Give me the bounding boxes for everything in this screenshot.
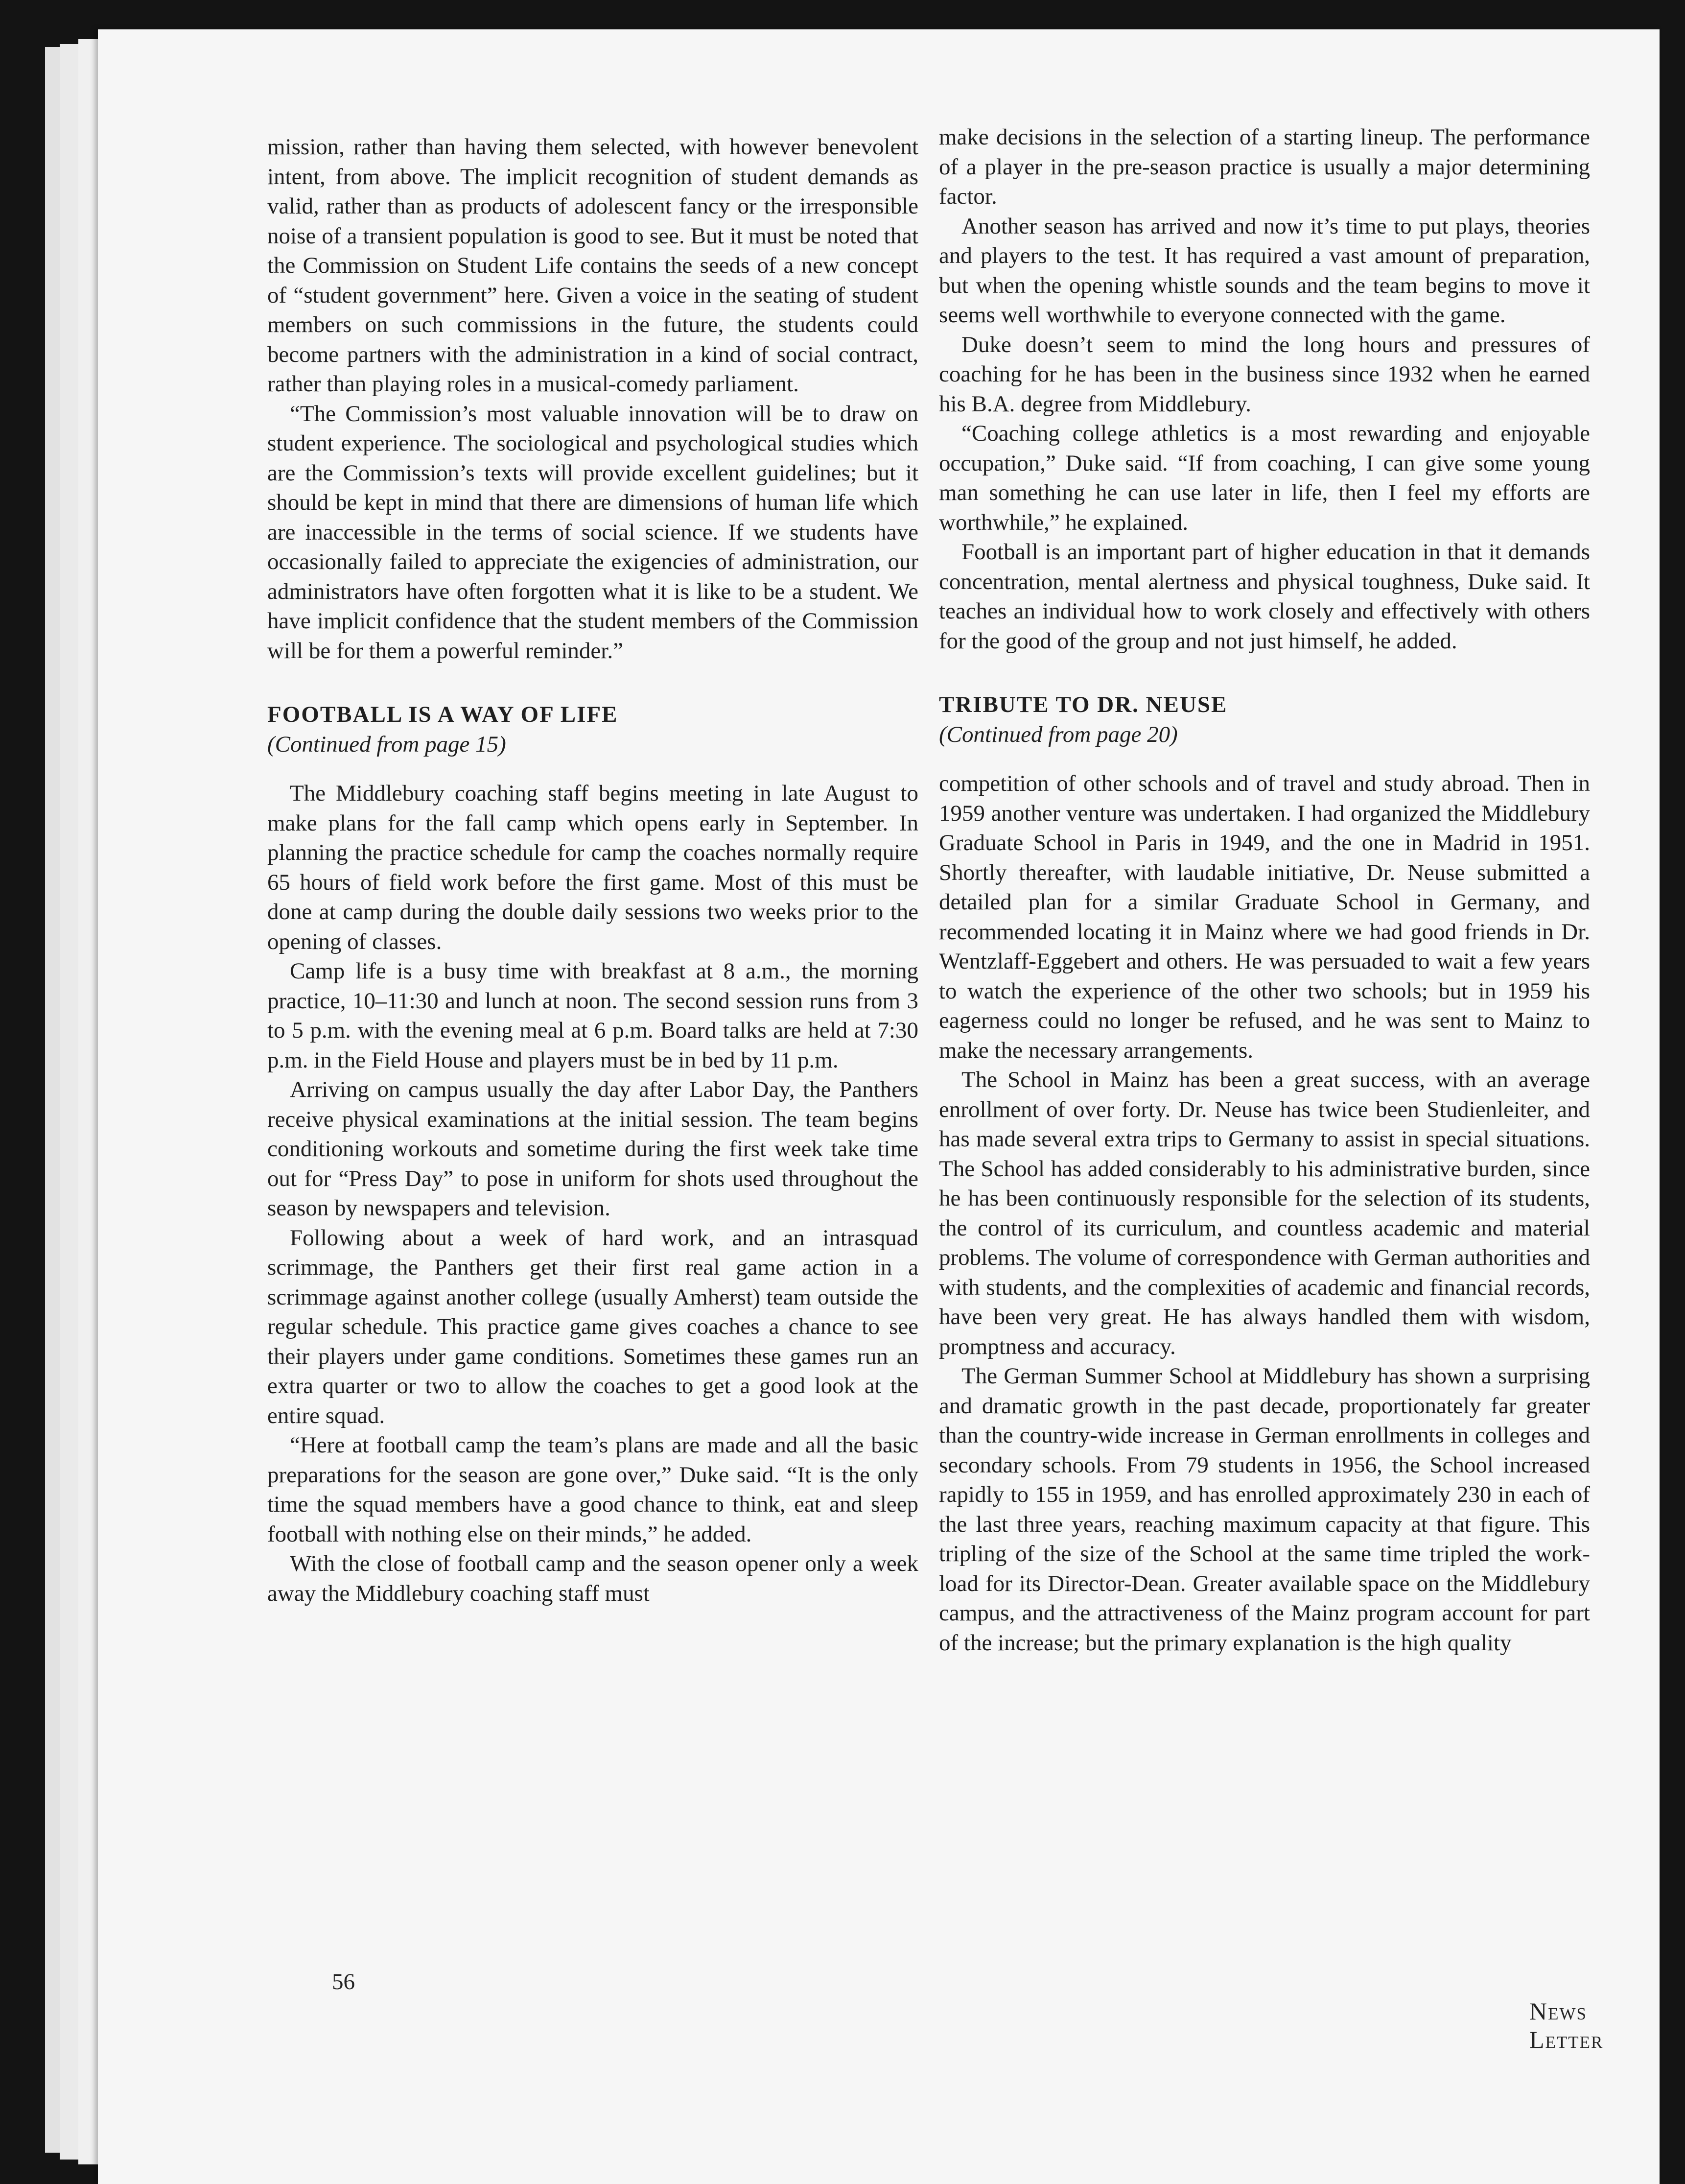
paragraph: “The Commission’s most valuable innovation will be to draw on student experience. The sociological and psychological studies which are the Commission’s texts will provide excellent guidelines; but it should be kept in mind that there are dimensions of human life which are inaccessible in the terms of social science. If we students have occasionally failed to appreciate the exigencies of administration, our administrators have often forgotten what it is like to be a student. We have implicit confidence that the student members of the Commission will be for them a powerful reminder.”	[267, 401, 918, 664]
paragraph: mission, rather than having them selected, with however benevolent intent, from above. The implicit recognition of student demands as valid, rather than as products of adolescent fancy or the irresponsible noise of a transient population is good to see. But it must be noted that the Commission on Student Life contains the seeds of a new concept of “student government” here. Given a voice in the seating of student members on such commissions in the future, the students could become partners with the administration in a kind of social contract, rather than playing roles in a musical-comedy parliament.	[267, 134, 918, 397]
right-column	[939, 122, 1590, 1658]
continued-note: (Continued from page 20)	[939, 721, 1178, 747]
section-heading-tribute: TRIBUTE TO DR. NEUSE	[939, 692, 1228, 717]
paragraph: Following about a week of hard work, and an intrasquad scrimmage, the Panthers get their first real game action in a scrimmage against another college (usually Amherst) team outside the regular schedule. This practice game gives coaches a chance to see their players under game conditions. Sometimes these games run an extra quarter or two to allow the coaches to get a good look at the entire squad.	[267, 1225, 918, 1428]
page-number: 56	[332, 1969, 355, 1994]
paragraph: The German Summer School at Middlebury has shown a surprising and dramatic growth in the past decade, proportionately far greater than the country-wide increase in German enrollments in colleges and secondary schools. From 79 students in 1956, the School increased rapidly to 155 in 1959, and has enrolled approximately 230 in each of the last three years, reaching maximum capacity at that figure. This tripling of the size of the School at the same time tripled the work-load for its Director-Dean. Greater available space on the Middlebury campus, and the attractiveness of the Mainz program account for part of the increase; but the primary explanation is the high quality	[939, 1363, 1590, 1656]
paragraph: With the close of football camp and the season opener only a week away the Middlebury coaching staff must	[267, 1551, 918, 1606]
continued-note: (Continued from page 15)	[267, 731, 506, 757]
paragraph: Football is an important part of higher education in that it demands concentration, mental alertness and physical toughness, Duke said. It teaches an individual how to work closely and effectively with others for the good of the group and not just himself, he added.	[939, 539, 1590, 654]
paragraph: “Here at football camp the team’s plans are made and all the basic preparations for the season are gone over,” Duke said. “It is the only time the squad members have a good chance to think, eat and sleep football with nothing else on their minds,” he added.	[267, 1432, 918, 1547]
paragraph: Another season has arrived and now it’s time to put plays, theories and players to the test. It has required a vast amount of preparation, but when the opening whistle sounds and the team begins to move it seems well worthwhile to everyone connected with the game.	[939, 213, 1590, 328]
paragraph: make decisions in the selection of a starting lineup. The performance of a player in the pre-season practice is usually a major determining factor.	[939, 124, 1590, 209]
paragraph: The Middlebury coaching staff begins meeting in late August to make plans for the fall camp which opens early in September. In planning the practice schedule for camp the coaches normally require 65 hours of field work before the first game. Most of this must be done at camp during the double daily sessions two weeks prior to the opening of classes.	[267, 781, 918, 954]
paragraph: Arriving on campus usually the day after Labor Day, the Panthers receive physical examinations at the initial session. The team begins conditioning workouts and sometime during the first week take time out for “Press Day” to pose in uniform for shots used throughout the season by newspapers and television.	[267, 1077, 918, 1221]
section-heading-football: FOOTBALL IS A WAY OF LIFE	[267, 702, 618, 727]
paragraph: The School in Mainz has been a great success, with an average enrollment of over forty. Dr. Neuse has twice been Studienleiter, and has made several extra trips to Germany to assist in special situations. The School has added considerably to his administrative burden, since he has been continuously responsible for the selection of its students, the control of its curriculum, and countless academic and material problems. The volume of correspondence with German authorities and with students, and the complexities of academic and financial records, have been very great. He has always handled them with wisdom, promptness and accuracy.	[939, 1067, 1590, 1359]
document-page	[98, 29, 1660, 2184]
paragraph: competition of other schools and of travel and study abroad. Then in 1959 another venture was undertaken. I had organized the Middlebury Graduate School in Paris in 1949, and the one in Madrid in 1951. Shortly thereafter, with laudable initiative, Dr. Neuse submitted a detailed plan for a similar Graduate School in Germany, and recommended locating it in Mainz where we had good friends in Dr. Wentzlaff-Eggebert and others. He was persuaded to wait a few years to watch the experience of the other two schools; but in 1959 his eagerness could no longer be refused, and he was sent to Mainz to make the necessary arrangements.	[939, 771, 1590, 1063]
paragraph: Camp life is a busy time with breakfast at 8 a.m., the morning practice, 10–11:30 and lunch at noon. The second session runs from 3 to 5 p.m. with the evening meal at 6 p.m. Board talks are held at 7:30 p.m. in the Field House and players must be in bed by 11 p.m.	[267, 958, 918, 1073]
footer-title: News Letter	[1529, 1997, 1604, 2053]
left-column	[267, 132, 918, 1608]
paragraph: “Coaching college athletics is a most rewarding and enjoyable occupation,” Duke said. “If from coaching, I can give some young man something he can use later in life, then I feel my efforts are worthwhile,” he explained.	[939, 421, 1590, 535]
paragraph: Duke doesn’t seem to mind the long hours and pressures of coaching for he has been in the business since 1932 when he earned his B.A. degree from Middlebury.	[939, 332, 1590, 417]
